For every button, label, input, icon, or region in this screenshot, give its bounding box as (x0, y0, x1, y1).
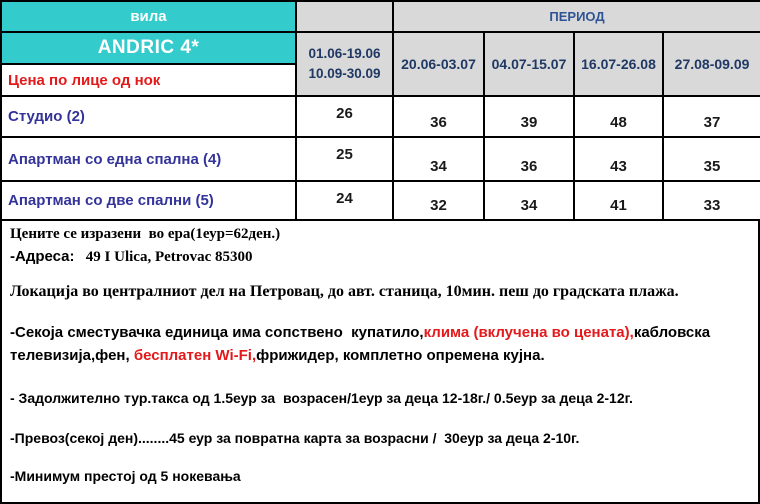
price-studio-base: 26 (296, 96, 393, 137)
address-label: -Адреса: (10, 248, 75, 265)
price-studio-3: 48 (574, 96, 663, 137)
period-cell-4: 27.08-09.09 (663, 32, 760, 96)
table-row-studio (1, 96, 760, 137)
empty-cell (296, 1, 393, 32)
amenities-part1: -Секоја сместувачка единица има сопствено купатило, (10, 324, 424, 341)
period-cell-2: 04.07-15.07 (484, 32, 574, 96)
price-studio-4: 37 (663, 96, 760, 137)
amenities-part3: фрижидер, комплетно опремена кујна. (256, 347, 545, 365)
amenities-red-aircon: клима (вклучена во цената), (423, 324, 634, 341)
period-cell-1: 20.06-03.07 (393, 32, 484, 96)
price-table (0, 0, 760, 221)
price-two-bedroom-4: 33 (663, 181, 760, 220)
price-studio-1: 36 (393, 96, 484, 137)
price-two-bedroom-1: 32 (393, 181, 484, 220)
price-per-person-label: Цена по лице од нок (1, 64, 296, 96)
base-period-line1: 01.06-19.06 (308, 46, 381, 61)
price-two-bedroom-2: 34 (484, 181, 574, 220)
price-studio-2: 39 (484, 96, 574, 137)
location-note: Локација во централниот дел на Петровац, до авт. станица, 10мин. пеш до градската плажа. (10, 283, 679, 300)
hotel-name-cell: ANDRIC 4* (1, 32, 296, 64)
amenities-note (10, 321, 750, 368)
notes-section (0, 221, 760, 504)
period-cell-3: 16.07-26.08 (574, 32, 663, 96)
price-two-bedroom-3: 41 (574, 181, 663, 220)
price-one-bedroom-1: 34 (393, 137, 484, 181)
table-row (1, 32, 760, 64)
price-one-bedroom-base: 25 (296, 137, 393, 181)
room-label-studio: Студио (2) (1, 96, 296, 137)
price-one-bedroom-2: 36 (484, 137, 574, 181)
table-row-one-bedroom (1, 137, 760, 181)
address-note (10, 248, 750, 266)
amenities-part2: кабловска телевизија,фен, (10, 324, 715, 365)
room-label-one-bedroom: Апартман со една спална (4) (1, 137, 296, 181)
base-period-line2: 10.09-30.09 (308, 66, 381, 81)
price-one-bedroom-4: 35 (663, 137, 760, 181)
villa-header-cell: вила (1, 1, 296, 32)
table-row-two-bedroom (1, 181, 760, 220)
minimum-stay-note: -Минимум престој од 5 нокевања (10, 467, 241, 484)
amenities-red-wifi: бесплатен Wi-Fi, (133, 347, 257, 365)
base-period-cell (296, 32, 393, 96)
table-row (1, 1, 760, 32)
tourist-tax-note: - Задолжително тур.такса од 1.5еур за возрасен/1еур за деца 12-18г./ 0.5еур за деца 2-12г. (10, 389, 633, 406)
transport-note: -Превоз(секој ден)........45 еур за повратна карта за возрасни / 30еур за деца 2-10г. (10, 429, 580, 446)
price-two-bedroom-base: 24 (296, 181, 393, 220)
currency-note: Цените се изразени во ера(1еур=62ден.) (10, 226, 281, 242)
address-value: 49 I Ulica, Petrovac 85300 (74, 249, 253, 265)
price-one-bedroom-3: 43 (574, 137, 663, 181)
period-header-cell: ПЕРИОД (393, 1, 760, 32)
room-label-two-bedroom: Апартман со две спални (5) (1, 181, 296, 220)
